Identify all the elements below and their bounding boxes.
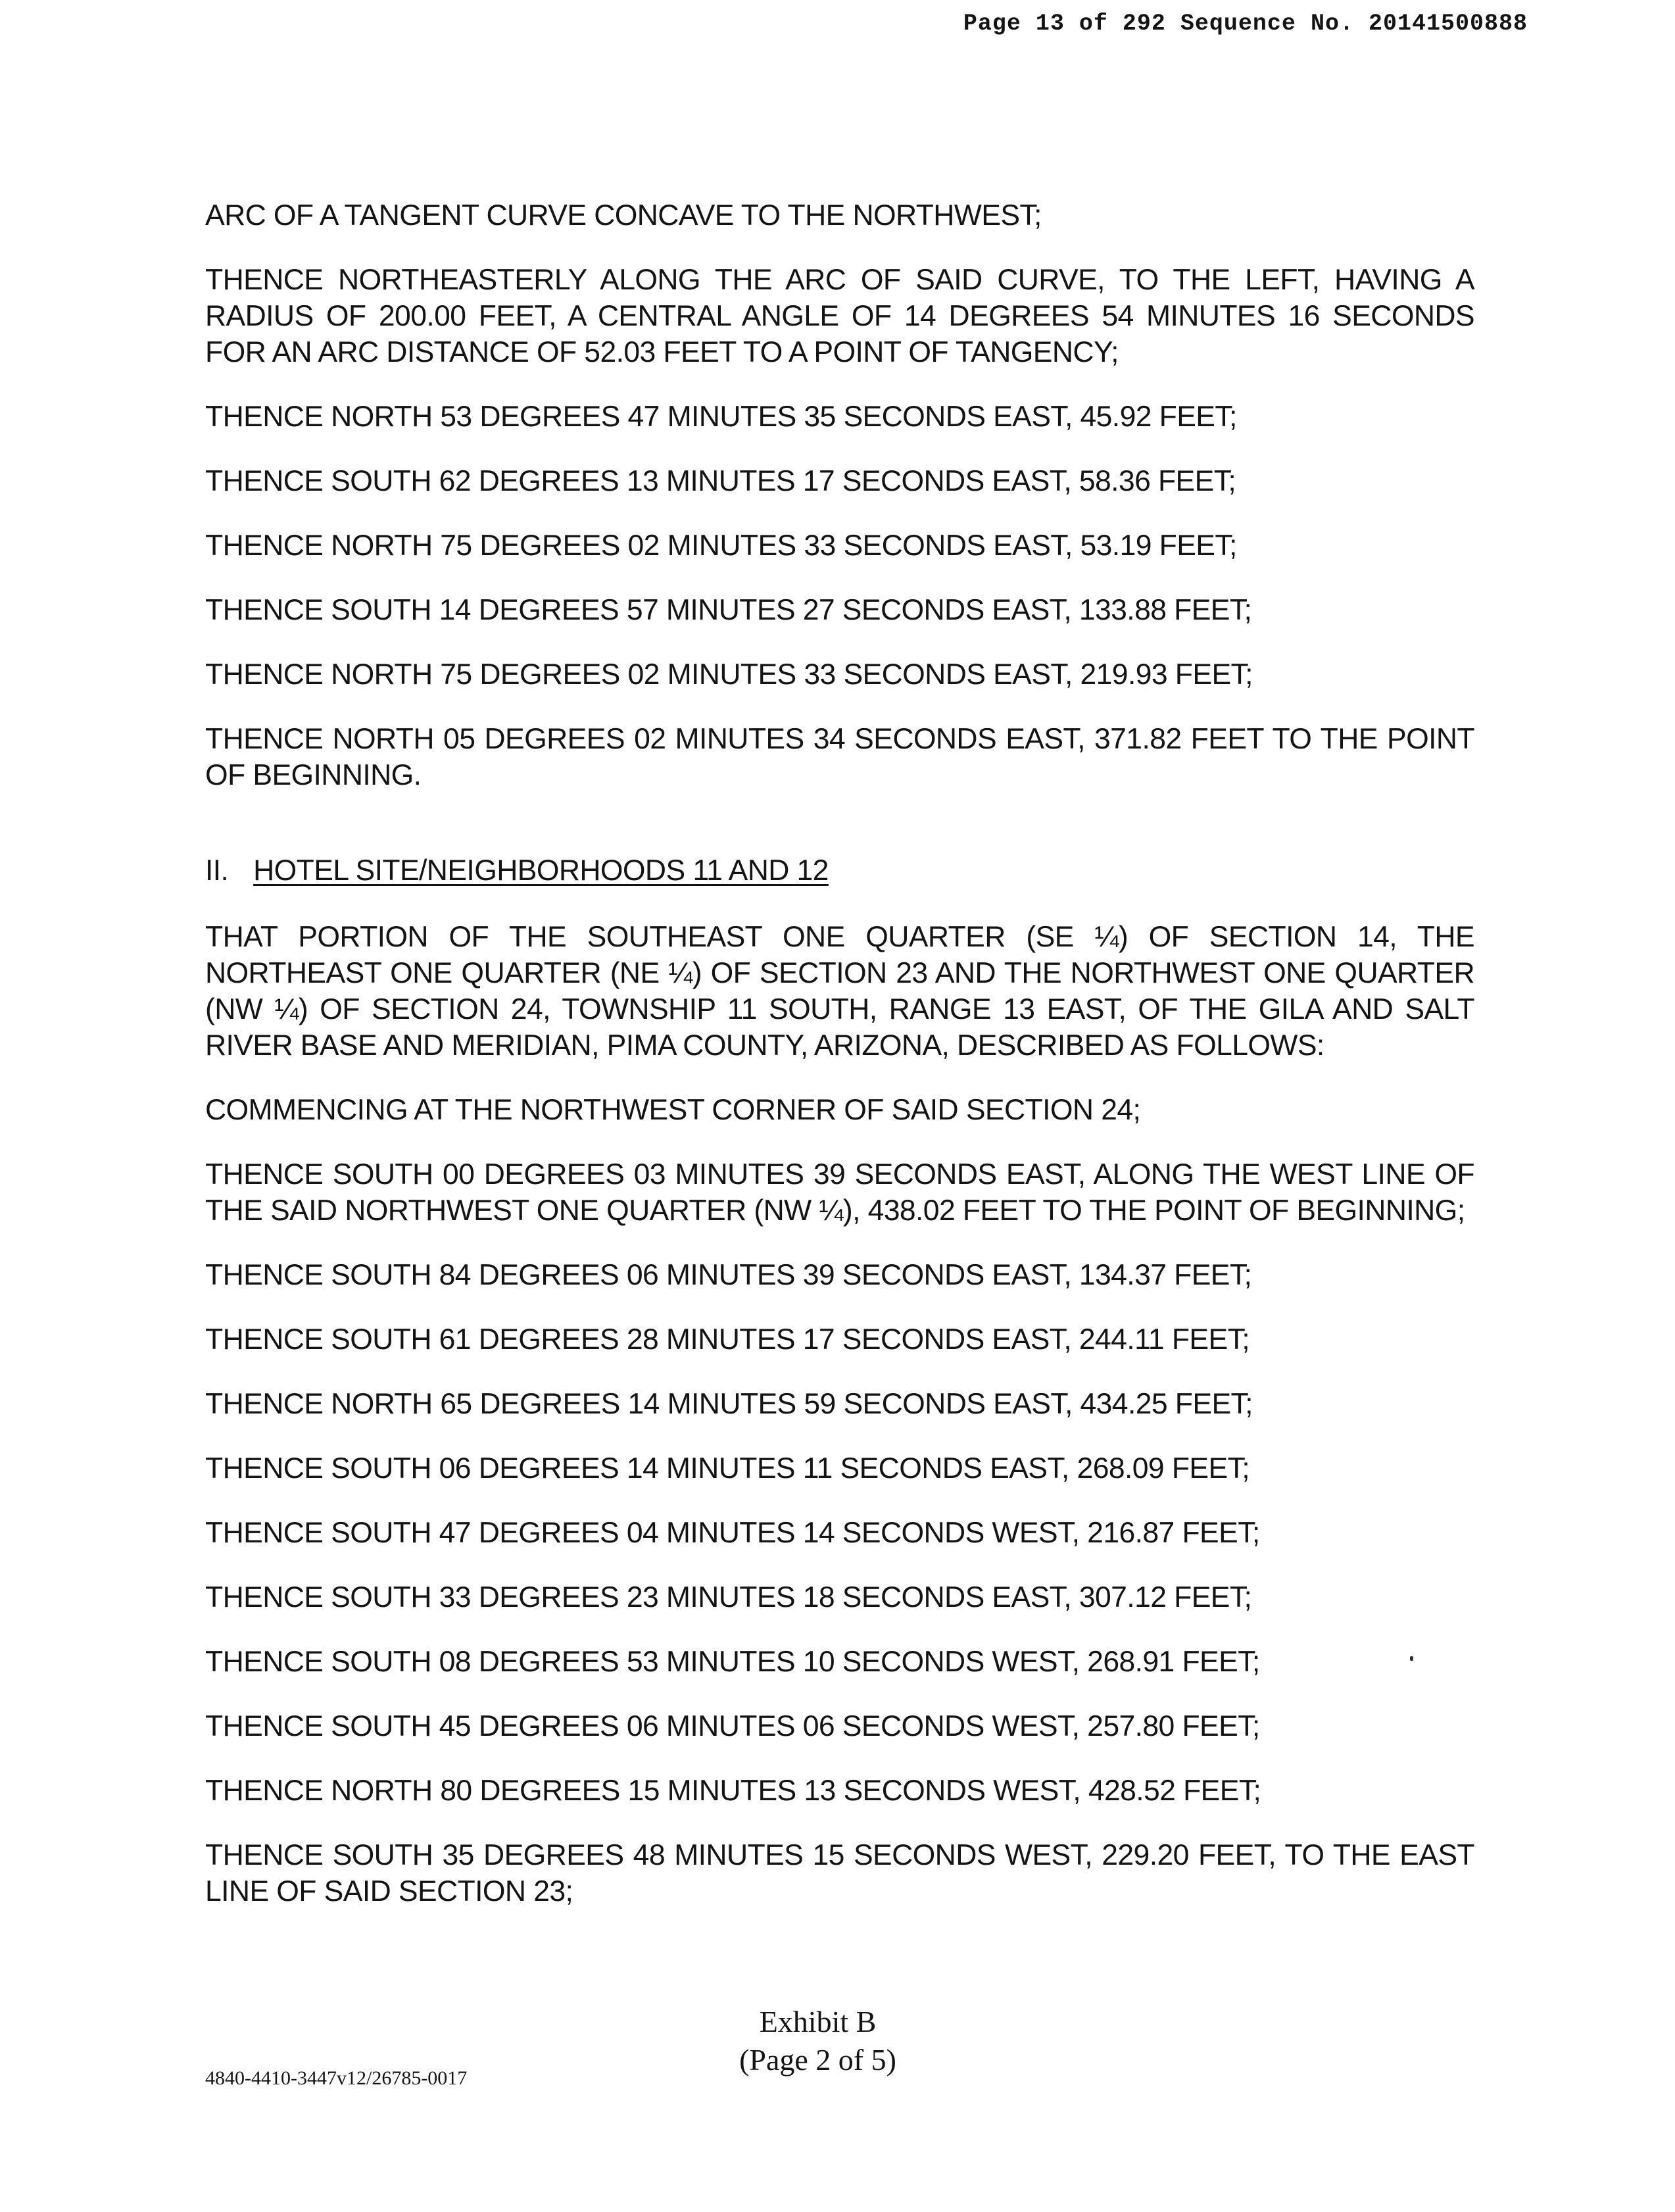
- paragraph: ARC OF A TANGENT CURVE CONCAVE TO THE NORTHWEST;: [205, 199, 1042, 232]
- paragraph: THENCE SOUTH 62 DEGREES 13 MINUTES 17 SECONDS EAST, 58.36 FEET;: [205, 465, 1236, 497]
- paragraph: THENCE SOUTH 35 DEGREES 48 MINUTES 15 SECONDS WEST, 229.20 FEET, TO THE EAST LINE OF SAID SECTION 23;: [205, 1839, 1474, 1907]
- scan-speck: [1410, 1656, 1413, 1661]
- exhibit-page: (Page 2 of 5): [739, 2043, 896, 2077]
- page-sequence-header: Page 13 of 292 Sequence No. 20141500888: [963, 11, 1528, 37]
- paragraph: THENCE NORTH 53 DEGREES 47 MINUTES 35 SECONDS EAST, 45.92 FEET;: [205, 401, 1237, 433]
- paragraph: THENCE SOUTH 33 DEGREES 23 MINUTES 18 SECONDS EAST, 307.12 FEET;: [205, 1581, 1252, 1613]
- paragraph: THENCE NORTHEASTERLY ALONG THE ARC OF SAID CURVE, TO THE LEFT, HAVING A RADIUS OF 200.00 FEET, A CENTRAL ANGLE OF 14 DEGREES 54 MINUTES 16 SECONDS FOR AN ARC DISTANCE OF 52.03 FEET TO A POINT OF TANGENCY;: [205, 264, 1474, 368]
- section-number: II.: [205, 854, 229, 887]
- document-id: 4840-4410-3447v12/26785-0017: [205, 2067, 468, 2089]
- paragraph: THENCE NORTH 75 DEGREES 02 MINUTES 33 SECONDS EAST, 219.93 FEET;: [205, 658, 1253, 691]
- section-heading: [205, 852, 1474, 889]
- paragraph: COMMENCING AT THE NORTHWEST CORNER OF SAID SECTION 24;: [205, 1094, 1141, 1126]
- paragraph: THENCE NORTH 05 DEGREES 02 MINUTES 34 SECONDS EAST, 371.82 FEET TO THE POINT OF BEGINNING.: [205, 723, 1474, 791]
- paragraph: THENCE NORTH 75 DEGREES 02 MINUTES 33 SECONDS EAST, 53.19 FEET;: [205, 529, 1237, 562]
- paragraph: THENCE SOUTH 47 DEGREES 04 MINUTES 14 SECONDS WEST, 216.87 FEET;: [205, 1517, 1260, 1549]
- paragraph: THENCE SOUTH 45 DEGREES 06 MINUTES 06 SECONDS WEST, 257.80 FEET;: [205, 1710, 1260, 1742]
- legal-description-body: [205, 197, 1474, 1938]
- paragraph: THENCE SOUTH 00 DEGREES 03 MINUTES 39 SECONDS EAST, ALONG THE WEST LINE OF THE SAID NORTHWEST ONE QUARTER (NW ¼), 438.02 FEET TO THE POINT OF BEGINNING;: [205, 1158, 1474, 1227]
- paragraph: THENCE NORTH 80 DEGREES 15 MINUTES 13 SECONDS WEST, 428.52 FEET;: [205, 1775, 1261, 1807]
- paragraph: THENCE SOUTH 61 DEGREES 28 MINUTES 17 SECONDS EAST, 244.11 FEET;: [205, 1323, 1250, 1356]
- paragraph: THENCE SOUTH 06 DEGREES 14 MINUTES 11 SECONDS EAST, 268.09 FEET;: [205, 1452, 1250, 1485]
- paragraph: THENCE SOUTH 08 DEGREES 53 MINUTES 10 SECONDS WEST, 268.91 FEET;: [205, 1646, 1260, 1678]
- section-title: HOTEL SITE/NEIGHBORHOODS 11 AND 12: [253, 854, 829, 887]
- paragraph: THENCE SOUTH 14 DEGREES 57 MINUTES 27 SECONDS EAST, 133.88 FEET;: [205, 594, 1252, 626]
- paragraph: THAT PORTION OF THE SOUTHEAST ONE QUARTER (SE ¼) OF SECTION 14, THE NORTHEAST ONE QUARTER (NE ¼) OF SECTION 23 AND THE NORTHWEST ONE QUARTER (NW ¼) OF SECTION 24, TOWNSHIP 11 SOUTH, RANGE 13 EAST, OF THE GILA AND SALT RIVER BASE AND MERIDIAN, PIMA COUNTY, ARIZONA, DESCRIBED AS FOLLOWS:: [205, 921, 1474, 1062]
- paragraph: THENCE SOUTH 84 DEGREES 06 MINUTES 39 SECONDS EAST, 134.37 FEET;: [205, 1259, 1252, 1291]
- exhibit-label: Exhibit B: [759, 2005, 877, 2038]
- paragraph: THENCE NORTH 65 DEGREES 14 MINUTES 59 SECONDS EAST, 434.25 FEET;: [205, 1388, 1253, 1420]
